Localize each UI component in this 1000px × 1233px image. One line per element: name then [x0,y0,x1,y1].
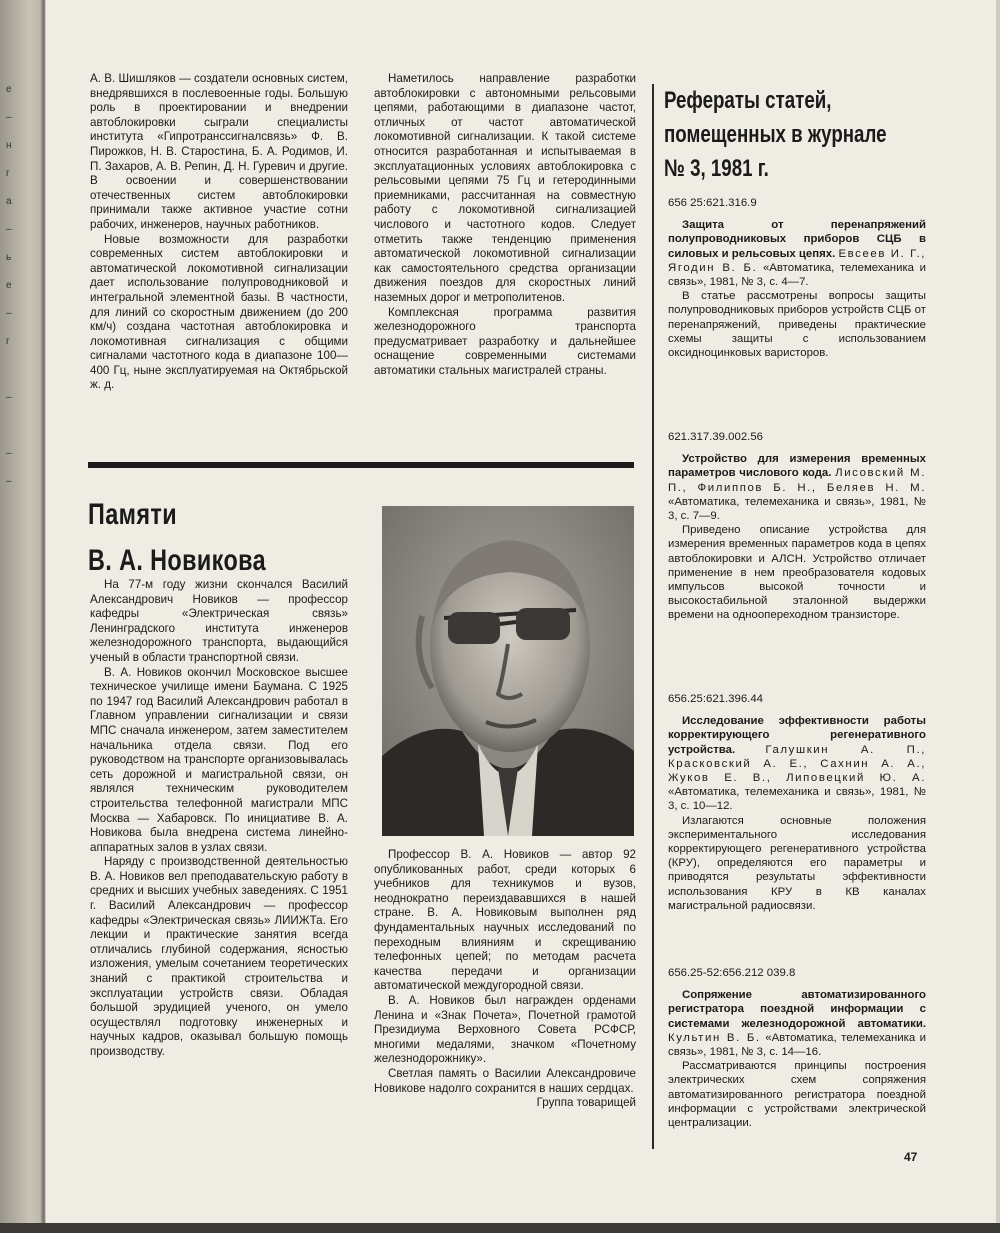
abstracts-heading [664,84,898,186]
spine-mark: е [6,280,12,291]
spine-mark: – [6,392,12,403]
udc-code: 621.317.39.002.56 [668,431,764,443]
article-paragraph: Комплексная программа развития железнодорожного транспорта предусматривает разработку и дальнейшее оснащение современными системами автоматики стальных магистралей страны. [374,305,636,377]
article-paragraph: Новые возможности для разработки современных систем автоблокировки и автоматической локомотивной сигнализации дает использование полупроводниковой и интегральной элементной базы. В частности, для линий со скоростным движением (до 200 км/ч) создана частотная автоблокировка и локомотивная сигнализация с общими сигналами частотного кода в диапазоне 100—400 Гц, ныне эксплуатируемая на Октябрьской ж. д. [90,232,348,392]
abstract-entry [668,692,926,913]
article-paragraph: Наметилось направление разработки автоблокировки с автономными рельсовыми цепями, работающими в диапазоне частот, отличных от частот автоматической локомотивной сигнализации. К такой системе относится разработанная и испытываемая в эксплуатационных условиях автоблокировка с рельсовыми цепями 75 Гц и гетеродинными приемниками, рассчитанная на совместную работу с локомотивной сигнализацией числового и частотного кодов. Следует отметить также тенденцию применения автоматической локомотивной сигнализации как самостоятельного средства организации движения поездов для скоростных линий наземных дорог и метрополитенов. [374,72,636,304]
abstract-authors: Лисовский М. П., Филиппов Б. Н., Беляев Н. М. [668,467,927,494]
section-divider [88,462,634,468]
column-divider [652,84,654,1149]
abstract-text: В статье рассмотрены вопросы защиты полупроводниковых приборов устройств СЦБ от перенапряжений, приведены практические схемы защиты с использованием оксидноцинковых варисторов. [668,290,926,360]
obituary-body [90,578,348,1060]
abstract-source: «Автоматика, телемеханика и связь», 1981, № 3, с. 4—7. [668,261,926,289]
abstract-authors: Культин В. Б. [668,1031,761,1044]
abstracts-heading-line: Рефераты статей, [664,87,832,114]
spine-mark: – [6,112,12,123]
obituary-title-line: Памяти [88,498,177,531]
portrait-image [382,506,634,836]
abstract-title: Защита от перенапряжений полупроводниковых приборов СЦБ в силовых и рельсовых цепях. [668,219,926,260]
spine-mark: н [6,140,12,151]
spine-mark: г [6,336,10,347]
obituary-paragraph: Наряду с производственной деятельностью В. А. Новиков вел преподавательскую работу в средних и высших учебных заведениях. С 1951 г. Василий Александрович — профессор кафедры «Электрическая связь» ЛИИЖТа. Его лекции и практические занятия всегда отличались глубиной содержания, ясностью изложения, умелым сочетанием теоретических знаний с практикой строительства и эксплуатации устройств связи. Обладая большой эрудицией ученого, он умело осуществлял подготовку инженерных и научных кадров, оказывал большую помощь производству. [90,855,348,1058]
abstracts-heading-line: помещенных в журнале [664,121,887,148]
spine-mark: а [6,196,12,207]
udc-code: 656.25:621.396.44 [668,693,764,705]
article-column-middle [374,72,636,378]
udc-code: 656 25:621.316.9 [668,197,757,209]
spine-mark: г [6,168,10,179]
abstracts-heading-line: № 3, 1981 г. [664,155,769,182]
abstract-authors: Галушкин А. П., Красковский А. Е., Сахнин А. А., Жуков Е. В., Липовецкий Ю. А. [668,743,926,785]
spine-mark: ь [6,252,12,263]
abstract-text: Рассматриваются принципы построения электрических схем сопряжения автоматизированного регистратора поездной информации с устройствами электрической централизации. [668,1060,926,1130]
obituary-title [88,492,299,584]
scan-bottom-edge [0,1223,1000,1233]
page-edge [996,0,1000,1233]
binding-spine [0,0,46,1233]
obituary-signature: Группа товарищей [536,1096,636,1110]
abstract-authors: Евсеев И. Г., Ягодин В. Б. [668,247,926,274]
abstract-entry [668,196,926,360]
obituary-continuation [374,848,636,1111]
obituary-paragraph: На 77-м году жизни скончался Василий Александрович Новиков — профессор кафедры «Электрическая связь» Ленинградского института инженеров железнодорожного транспорта, выдающийся ученый в области транспортной связи. [90,578,348,664]
udc-code: 656.25-52:656.212 039.8 [668,967,796,979]
spine-mark: – [6,448,12,459]
article-paragraph: А. В. Шишляков — создатели основных систем, внедрявшихся в послевоенные годы. Большую роль в проектировании и внедрении автоблокировки сыграли специалисты института «Гипротранссигналсвязь» Ф. В. Пирожков, Н. В. Старостина, Б. А. Родимов, И. П. Захаров, А. В. Репин, Д. Н. Гуревич и другие. В освоении и совершенствовании отечественных систем автоблокировки принимали также активное участие сотни рабочих, инженеров, научных работников. [90,72,348,231]
page-number: 47 [904,1150,918,1164]
abstract-source: «Автоматика, телемеханика и связь», 1981, № 3, с. 7—9. [668,495,926,523]
obituary-paragraph: Профессор В. А. Новиков — автор 92 опубликованных работ, среди которых 6 учебников для техникумов и вузов, неоднократно переиздававшихся в нашей стране. В. А. Новиковым выполнен ряд фундаментальных научных исследований по переходным влияниям и скрещиванию телефонных цепей; по методам расчета качества передачи и организации автоматической междугородной связи. [374,848,636,993]
abstract-title: Устройство для измерения временных параметров числового кода. [668,453,926,480]
abstract-title: Исследование эффективности работы корректирующего регенеративного устройства. [668,715,926,756]
spine-mark: – [6,224,12,235]
spine-mark: – [6,308,12,319]
obituary-paragraph: В. А. Новиков был награжден орденами Ленина и «Знак Почета», Почетной грамотой Президиума Верховного Совета РСФСР, многими медалями, значком «Почетному железнодорожнику». [374,993,636,1066]
abstract-entry [668,430,926,623]
obituary-paragraph: Светлая память о Василии Александровиче Новикове надолго сохранится в наших сердцах. [374,1066,636,1095]
spine-mark: – [6,476,12,487]
abstract-text: Приведено описание устройства для измерения временных параметров кода в цепях автоблокировки и АЛСН. Устройство отличает применение в нем преобразователя кодовых импульсов высокой точности и высокостабильной эталонной выдержки времени на одноопереходном транзисторе. [668,524,926,622]
article-column-left [90,72,348,393]
obituary-paragraph: В. А. Новиков окончил Московское высшее техническое училище имени Баумана. С 1925 по 1947 год Василий Александрович работал в Главном управлении сигнализации и связи МПС сначала инженером, затем заместителем начальника отдела связи. Под его руководством на транспорте организовывалась сеть дорожной и магистральной связи, он являлся техническим руководителем строительства телефонной магистрали МПС Москва — Хабаровск. По инициативе В. А. Новикова была внедрена система линейно-аппаратных залов в узлах связи. [90,665,348,854]
abstract-title: Сопряжение автоматизированного регистратора поездной информации с системами железнодорожной автоматики. [668,989,926,1030]
portrait-photo [382,506,634,836]
obituary-title-line: В. А. Новикова [88,544,267,577]
abstract-source: «Автоматика, телемеханика и связь», 1981, № 3, с. 14—16. [668,1031,926,1059]
abstract-text: Излагаются основные положения экспериментального исследования корректирующего регенеративного устройства (КРУ), определяются его параметры и приводятся результаты эффективности использования КРУ в КВ каналах магистральной радиосвязи. [668,814,926,912]
abstract-entry [668,966,926,1130]
spine-mark: е [6,84,12,95]
abstract-source: «Автоматика, телемеханика и связь», 1981, № 3, с. 10—12. [668,786,926,813]
